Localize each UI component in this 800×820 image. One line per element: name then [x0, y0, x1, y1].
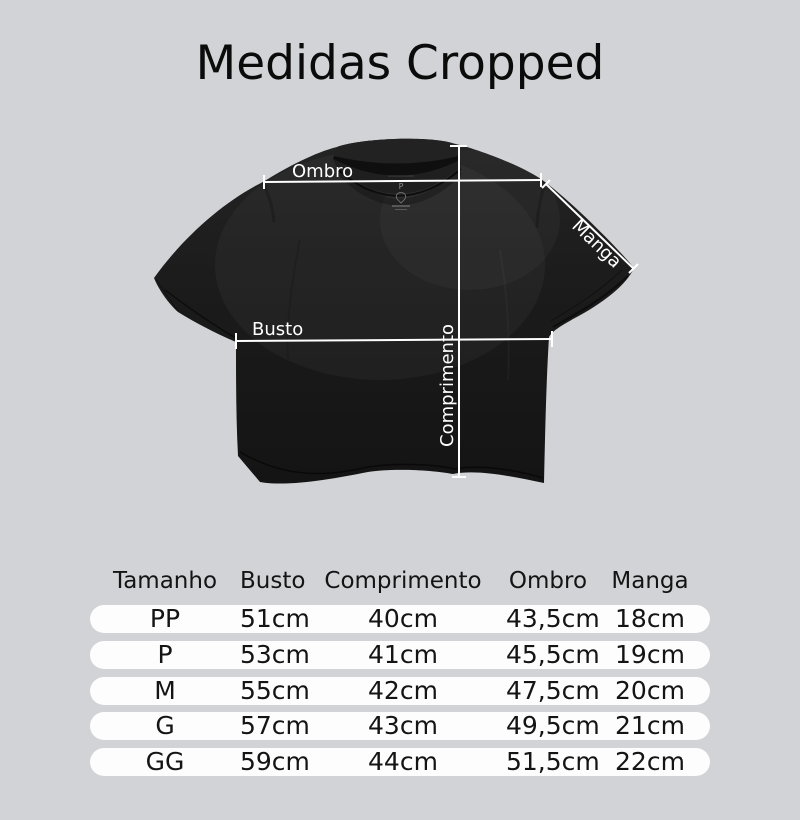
comprimento-label: Comprimento	[437, 323, 458, 447]
busto-cell: 51cm	[240, 604, 310, 633]
busto-cell: 57cm	[240, 711, 310, 741]
size-cell: PP	[149, 604, 181, 633]
header-cell-comprimento: Comprimento	[324, 568, 482, 594]
ombro-label: Ombro	[292, 161, 354, 182]
table-row-p	[90, 641, 710, 669]
manga-cell: 20cm	[615, 675, 685, 705]
header-cell-tamanho: Tamanho	[112, 568, 218, 594]
comprimento-cell: 40cm	[368, 604, 438, 633]
table-header-row	[90, 566, 710, 596]
ombro-cell: 51,5cm	[506, 747, 600, 777]
busto-label: Busto	[252, 319, 304, 340]
collar-back-band	[334, 139, 459, 164]
ombro-cell: 49,5cm	[506, 711, 600, 741]
tshirt-image	[154, 139, 634, 484]
table-row-g	[90, 712, 710, 740]
busto-cell: 55cm	[240, 675, 310, 705]
header-cell-busto: Busto	[240, 568, 306, 594]
comprimento-cell: 43cm	[368, 711, 438, 741]
comprimento-cell: 42cm	[368, 675, 438, 705]
size-cell: P	[157, 639, 173, 669]
table-row-gg	[90, 748, 710, 776]
busto-cell: 53cm	[240, 639, 310, 669]
manga-cell: 21cm	[615, 711, 685, 741]
table-body	[90, 605, 710, 784]
tag-size-letter: P	[398, 182, 404, 191]
table-row-pp	[90, 605, 710, 633]
header-cell-ombro: Ombro	[508, 568, 588, 594]
ombro-cell: 45,5cm	[506, 639, 600, 669]
page-title: Medidas Cropped	[195, 36, 605, 91]
manga-cell: 18cm	[615, 604, 685, 633]
comprimento-cell: 44cm	[368, 747, 438, 777]
ombro-cell: 43,5cm	[506, 604, 600, 633]
table-row-m	[90, 677, 710, 705]
manga-cell: 22cm	[615, 747, 685, 777]
ombro-cell: 47,5cm	[506, 675, 600, 705]
size-cell: G	[155, 711, 175, 741]
header-cell-manga: Manga	[611, 568, 689, 594]
manga-cell: 19cm	[615, 639, 685, 669]
comprimento-cell: 41cm	[368, 639, 438, 669]
size-cell: M	[154, 675, 176, 705]
busto-cell: 59cm	[240, 747, 310, 777]
size-cell: GG	[145, 747, 185, 777]
size-table	[90, 566, 710, 777]
manga-label: Manga	[567, 215, 626, 273]
